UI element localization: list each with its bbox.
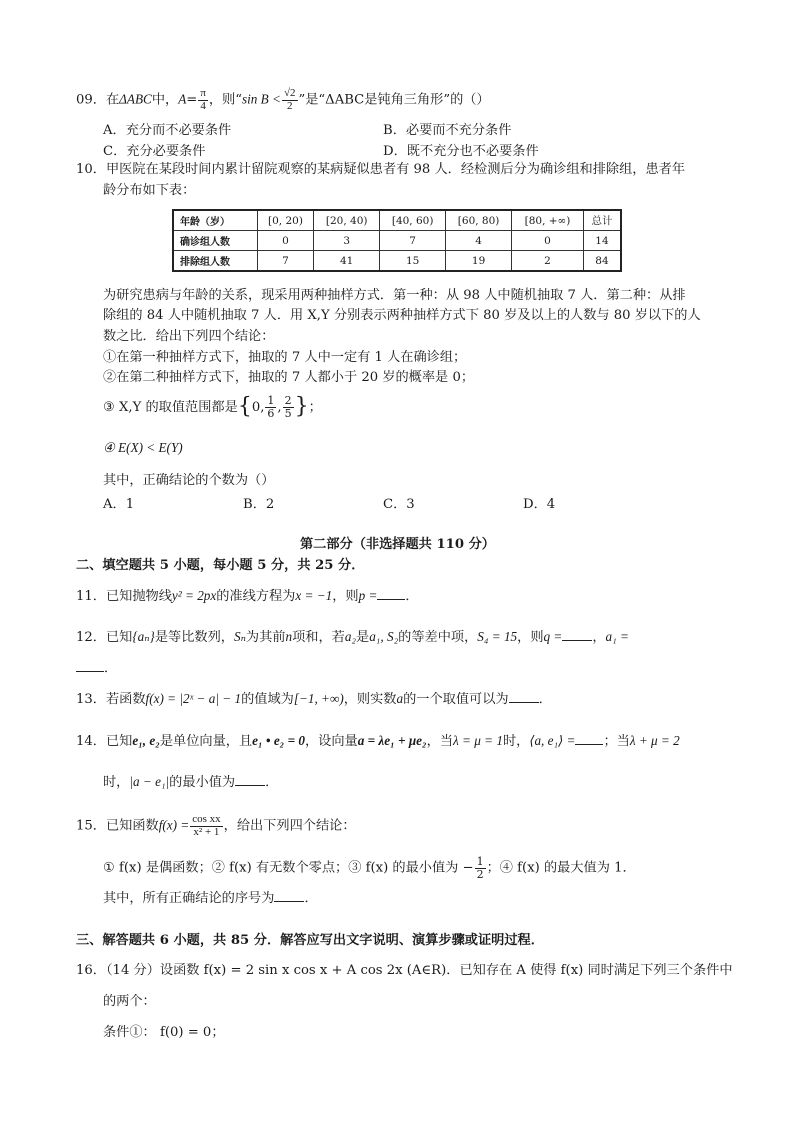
q09-stem: 09．在ΔABC中，A= $\frac{\pi}{4}$ ，则“sin B < $\frac{√2}{2}$ ”是“ΔABC是钝角三角形”的（）: [76, 87, 490, 112]
q10-option-b: B．2: [243, 497, 275, 512]
table-header-cell: [60, 80): [446, 210, 512, 231]
q10-conclusion-3: ③ X,Y 的取值范围都是{0, $\frac{1}{6}$ , $\frac{2}{5}$ }；: [103, 394, 322, 420]
q10-option-a: A．1: [103, 497, 135, 512]
q10-conclusion-1: ①在第一种抽样方式下，抽取的 7 人中一定有 1 人在确诊组；: [103, 350, 467, 365]
table-cell: 排除组人数: [173, 251, 257, 272]
table-cell: 0: [257, 231, 314, 251]
q13-answer-blank: [509, 690, 539, 703]
q15-question: 其中，所有正确结论的序号为 ．: [103, 891, 318, 906]
table-cell: 7: [257, 251, 314, 272]
age-distribution-table: [172, 209, 622, 272]
table-header-cell: 年龄（岁）: [173, 210, 257, 231]
q15-line1: 15．已知函数f(x) = $\frac{\text{cos xx}}{\text{x² + 1}}$ ，给出下列四个结论：: [76, 813, 356, 838]
q12-q-blank: [562, 628, 592, 641]
q14-min-blank: [235, 773, 265, 786]
table-cell: 3: [314, 231, 380, 251]
q10-para-line2: 除组的 84 人中随机抽取 7 人．用 X,Y 分别表示两种抽样方式下 80 岁及以上的人数与 80 岁以下的人: [103, 308, 701, 323]
table-cell: 0: [512, 231, 584, 251]
table-cell: 41: [314, 251, 380, 272]
q10-conclusion-2: ②在第二种抽样方式下，抽取的 7 人都小于 20 岁的概率是 0；: [103, 370, 475, 385]
q10-question: 其中，正确结论的个数为（）: [103, 473, 275, 488]
q10-stem-line2: 龄分布如下表：: [103, 183, 196, 198]
q15-conclusions: ① f(x) 是偶函数；② f(x) 有无数个零点；③ f(x) 的最小值为 − $\frac{1}{2}$ ；④ f(x) 的最大值为 1．: [103, 855, 636, 881]
q16-line2: 的两个：: [103, 994, 156, 1009]
part2-title: 第二部分（非选择题共 110 分）: [300, 537, 495, 552]
table-header-cell: [0, 20): [257, 210, 314, 231]
q10-para-line3: 数之比．给出下列四个结论：: [103, 329, 275, 344]
q13: 13．若函数f(x) = |2ˣ − a| − 1的值域为[−1, +∞)，则实数a的一个取值可以为 ．: [76, 691, 552, 707]
q09-option-c: C．充分必要条件: [103, 144, 206, 159]
table-row: [173, 231, 621, 251]
q16-line1: 16．（14 分）设函数 f(x) = 2 sin x cos x + A cos 2x (A∈R)．已知存在 A 使得 f(x) 同时满足下列三个条件中: [76, 963, 733, 978]
q10-stem-line1: 10．甲医院在某段时间内累计留院观察的某病疑似患者有 98 人．经检测后分为确诊组和排除组，患者年: [76, 162, 686, 177]
table-cell: 19: [446, 251, 512, 272]
q10-option-c: C．3: [383, 497, 415, 512]
q10-conclusion-4: ④ E(X) < E(Y): [103, 440, 183, 455]
q11-answer-blank: [377, 587, 405, 600]
q11: 11．已知抛物线y² = 2px的准线方程为x = −1，则p = ．: [76, 588, 419, 604]
table-cell: 确诊组人数: [173, 231, 257, 251]
q10-option-d: D．4: [523, 497, 556, 512]
table-row: [173, 251, 621, 272]
q14-line2: 时，|a − e₁|的最小值为 ．: [103, 774, 279, 790]
q09-option-b: B．必要而不充分条件: [383, 123, 512, 138]
q10-para-line1: 为研究患病与年龄的关系，现采用两种抽样方式．第一种：从 98 人中随机抽取 7 人．第二种：从排: [103, 288, 686, 303]
table-cell: 14: [583, 231, 621, 251]
table-cell: 2: [512, 251, 584, 272]
q15-answer-blank: [274, 889, 304, 902]
q14-line1: 14．已知e₁, e₂是单位向量，且e₁ • e₂ = 0，设向量a = λe₁ + μe₂，当λ = μ = 1时，⟨a, e₁⟩ = ；当λ + μ = 2: [76, 733, 680, 749]
table-header-cell: [20, 40): [314, 210, 380, 231]
table-header-row: [173, 210, 621, 231]
table-cell: 84: [583, 251, 621, 272]
table-header-cell: [40, 60): [380, 210, 446, 231]
q09-option-a: A．充分而不必要条件: [103, 123, 232, 138]
q09-option-d: D．既不充分也不必要条件: [383, 144, 539, 159]
q16-condition-1: 条件①： f(0) = 0；: [103, 1025, 225, 1040]
table-cell: 15: [380, 251, 446, 272]
q12-a1-blank: [76, 659, 104, 672]
section2-heading: 二、填空题共 5 小题，每小题 5 分，共 25 分．: [76, 558, 365, 573]
q14-angle-blank: [575, 732, 603, 745]
table-cell: 4: [446, 231, 512, 251]
table-header-cell: [80, +∞): [512, 210, 584, 231]
table-cell: 7: [380, 231, 446, 251]
q12-line1: 12．已知{aₙ}是等比数列，Sₙ为其前n项和，若a₂是a₁, S₂的等差中项，S₄ = 15，则q = ，a₁ =: [76, 629, 629, 645]
section3-heading: 三、解答题共 6 小题，共 85 分．解答应写出文字说明、演算步骤或证明过程．: [76, 933, 544, 948]
table-header-cell: 总计: [583, 210, 621, 231]
q12-line2: ．: [76, 659, 117, 677]
